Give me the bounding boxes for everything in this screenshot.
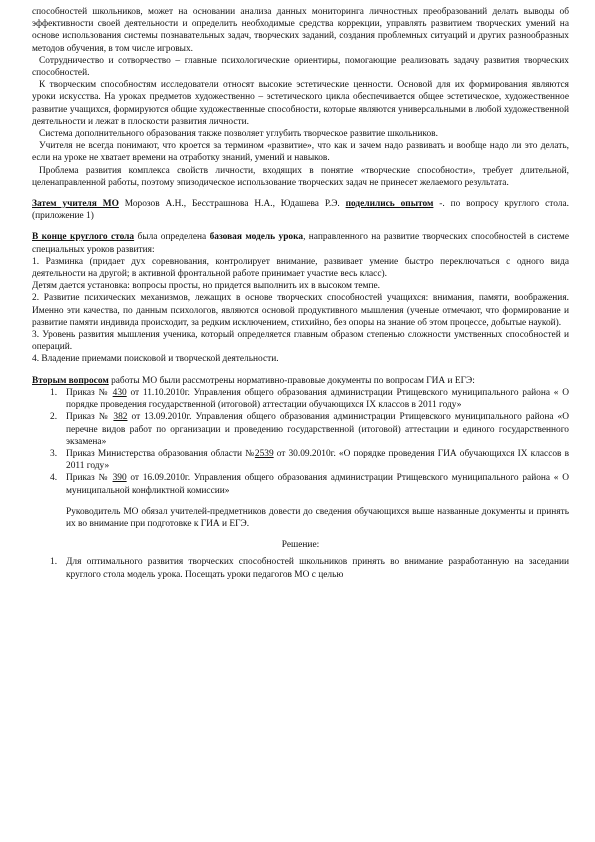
- intro-paragraph-1: способностей школьников, может на основании анализа данных мониторинга личностных преобразований делать выводы об эффективности своей деятельности и определить необходимые средства коррекции, управлять развитием творческих умений на основе использования системы познавательных задач, творческих заданий, создания проблемных ситуаций и других разнообразных методов обучения, в том числе игровых.: [32, 7, 569, 54]
- decision-list: [32, 556, 569, 580]
- decision-item: [32, 556, 569, 580]
- order-id: 390: [112, 473, 127, 484]
- intro-paragraph-2: Сотрудничество и сотворчество – главные психологические ориентиры, помогающие реализовать задачу развития творческих способностей.: [32, 55, 569, 79]
- order-id: 382: [113, 412, 128, 423]
- speakers-names: Морозов А.Н., Бесстрашнова Н.А., Юдашева Р.Э.: [124, 199, 340, 210]
- orders-list: [32, 387, 569, 497]
- order-number: 2.: [50, 412, 58, 423]
- order-number: 3.: [50, 448, 58, 459]
- second-rest: работы МО были рассмотрены нормативно-правовые документы по вопросам ГИА и ЕГЭ:: [108, 375, 475, 386]
- order-item: [32, 472, 569, 496]
- second-question: [32, 375, 569, 387]
- model-rest: , направленного на развитие творческих способностей в системе специальных уроков развития:: [32, 232, 569, 255]
- order-prefix: Приказ №: [66, 473, 113, 484]
- order-number: 1.: [50, 387, 58, 398]
- decision-number: 1.: [50, 557, 58, 568]
- second-lead: Вторым вопросом: [32, 375, 109, 386]
- model-lead: В конце круглого стола: [32, 232, 135, 243]
- order-id: 430: [112, 387, 127, 398]
- intro-paragraph-3: К творческим способностям исследователи относят высокие эстетические ценности. Основой для их формирования являются уроки искусства. На уроках предметов художественно – эстетического цикла обеспечивается общее эстетическое, художественное развитие учащихся, формируются общие художественные способности, которые являются универсальными в любой художественной деятельности и лежат в плоскости развития личности.: [32, 80, 569, 127]
- order-item: [32, 448, 569, 472]
- intro-paragraph-4: Система дополнительного образования также позволяет углубить творческое развитие школьников.: [39, 129, 438, 140]
- order-item: [32, 411, 569, 448]
- model-item-1: 1. Разминка (придает дух соревнования, контролирует внимание, развивает умение быстро переключаться с одного вида деятельности на другой; в активной фронтальной работе принимает участие весь класс).: [32, 256, 569, 280]
- order-prefix: Приказ №: [66, 387, 113, 398]
- order-text: от 13.09.2010г. Управления общего образования администрации Ртищевского муниципального района «О перечне видов работ по организации и проведению государственной (итоговой) аттестации и единого государственного экзамена»: [66, 412, 569, 447]
- order-number: 4.: [50, 473, 58, 484]
- order-prefix: Приказ №: [66, 412, 114, 423]
- model-bold: базовая модель урока: [209, 232, 304, 243]
- speakers-share: поделились опытом: [345, 199, 434, 210]
- intro-paragraph-5: Учителя не всегда понимают, что кроется за термином «развитие», что как и зачем надо развивать и вообще надо ли это делать, если на уроке не хватает времени на отработку знаний, умений и навыков.: [32, 141, 569, 164]
- head-note: Руководитель МО обязал учителей-предметников довести до сведения обучающихся выше названные документы и принять их во внимание при подготовке к ГИА и ЕГЭ.: [66, 506, 569, 529]
- intro-paragraph-6: Проблема развития комплекса свойств личности, входящих в понятие «творческие способности», требует длительной, целенаправленной работы, поэтому эпизодическое использование творческих задач не принесет желаемого результата.: [32, 165, 569, 188]
- model-item-3: 3. Уровень развития мышления ученика, который определяется главным образом степенью сложности умственных способностей и операций.: [32, 330, 569, 353]
- decision-title: Решение:: [281, 540, 320, 551]
- model-item-4: 4. Владение приемами поисковой и творческой деятельности.: [32, 354, 279, 365]
- order-text: от 16.09.2010г. Управления общего образования администрации Ртищевского муниципального района « О муниципальной конфликтной комиссии»: [66, 473, 569, 496]
- decision-text: Для оптимального развития творческих способностей школьников принять во внимание разработанную на заседании круглого стола модель урока. Посещать уроки педагогов МО с целью: [66, 557, 569, 580]
- model-item-1-note: Детям дается установка: вопросы просты, но придется выполнить их в высоком темпе.: [32, 281, 381, 292]
- order-id: 2539: [254, 448, 274, 459]
- speakers-lead: Затем учителя МО: [32, 199, 119, 210]
- order-text: от 30.09.2010г. «О порядке проведения ГИА обучающихся IX классов в 2011 году»: [66, 448, 570, 472]
- model-intro: [32, 231, 569, 255]
- model-mid: была определена: [134, 232, 210, 243]
- speakers-rest: -. по вопросу круглого стола. (приложение 1): [32, 199, 569, 222]
- order-item: [32, 387, 569, 411]
- order-text: от 11.10.2010г. Управления общего образования администрации Ртищевского муниципального района « О порядке проведения государственной (итоговой) аттестации обучающихся IX классов в 2011 году»: [66, 387, 569, 411]
- model-item-2: 2. Развитие психических механизмов, лежащих в основе творческих способностей учащихся: внимания, памяти, воображения. Именно эти качества, по данным психологов, являются основой продуктивного мышления (ученые отмечают, что формирование и развитие памяти индивида происходит, за редким исключением, стихийно, без опоры на знание об этом процессе, добытые наукой).: [32, 293, 569, 328]
- speakers-paragraph: [32, 198, 569, 222]
- order-prefix: Приказ Министерства образования области №: [66, 448, 255, 459]
